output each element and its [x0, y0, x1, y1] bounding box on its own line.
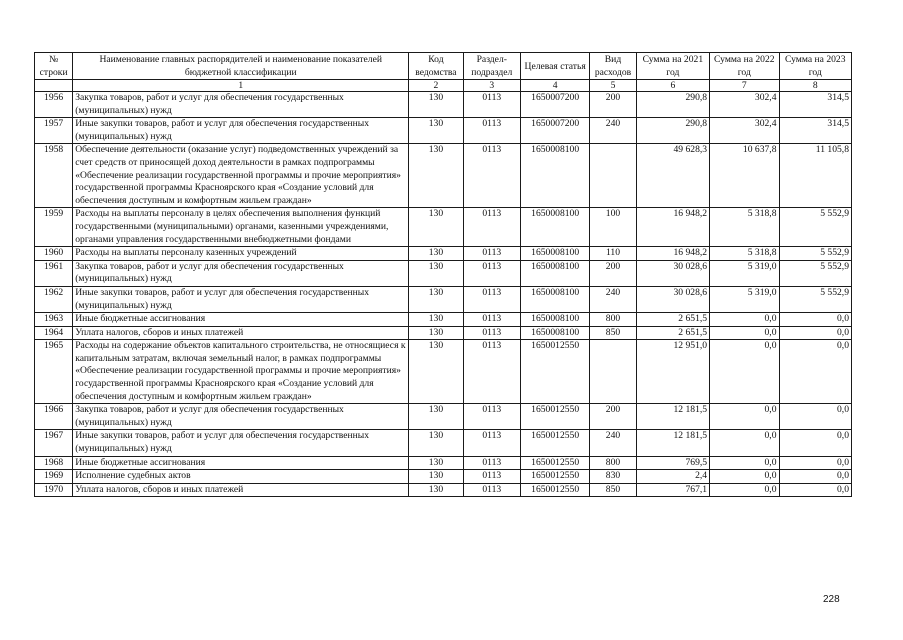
section-cell: 0113 [463, 326, 520, 340]
row-number-cell: 1959 [35, 208, 73, 247]
sum-2021-cell: 290,8 [636, 118, 709, 144]
section-cell: 0113 [463, 144, 520, 208]
department-code-cell: 130 [409, 326, 463, 340]
header-name: Наименование главных распорядителей и наименование показателей бюджетной классификации [73, 53, 409, 80]
section-cell: 0113 [463, 92, 520, 118]
budget-table [34, 52, 852, 497]
row-name-cell: Обеспечение деятельности (оказание услуг) подведомственных учреждений за счет средств от приносящей доход деятельности в рамках подпрограммы «Обеспечение реализации государственной программы и прочие мероприятия» государственной программы Красноярского края «Создание условий для обеспечения доступным и комфортным жильем граждан» [73, 144, 409, 208]
section-cell: 0113 [463, 483, 520, 497]
row-name-cell: Расходы на содержание объектов капитального строительства, не относящиеся к капитальным затратам, включая земельный налог, в рамках подпрограммы «Обеспечение реализации государственной программы и прочие мероприятия» государственной программы Красноярского края «Создание условий для обеспечения доступным и комфортным жильем граждан» [73, 340, 409, 404]
sum-2023-cell: 0,0 [779, 313, 852, 327]
sum-2023-cell: 0,0 [779, 340, 852, 404]
department-code-cell: 130 [409, 313, 463, 327]
header-target-article: Целевая статья [520, 53, 589, 80]
section-cell: 0113 [463, 247, 520, 261]
target-article-cell: 1650012550 [520, 404, 589, 430]
department-code-cell: 130 [409, 286, 463, 312]
row-number-cell: 1964 [35, 326, 73, 340]
section-cell: 0113 [463, 430, 520, 456]
sum-2022-cell: 5 318,8 [710, 208, 779, 247]
section-cell: 0113 [463, 260, 520, 286]
target-article-cell: 1650012550 [520, 430, 589, 456]
row-name-cell: Уплата налогов, сборов и иных платежей [73, 326, 409, 340]
sum-2021-cell: 49 628,3 [636, 144, 709, 208]
column-number [35, 80, 73, 92]
department-code-cell: 130 [409, 483, 463, 497]
expense-type-cell: 240 [590, 430, 636, 456]
row-number-cell: 1963 [35, 313, 73, 327]
row-number-cell: 1970 [35, 483, 73, 497]
sum-2022-cell: 0,0 [710, 456, 779, 470]
target-article-cell: 1650008100 [520, 260, 589, 286]
target-article-cell: 1650007200 [520, 92, 589, 118]
department-code-cell: 130 [409, 208, 463, 247]
table-row [35, 430, 852, 456]
table-header [35, 53, 852, 92]
table-row [35, 208, 852, 247]
column-number: 6 [636, 80, 709, 92]
row-number-cell: 1960 [35, 247, 73, 261]
column-number: 7 [710, 80, 779, 92]
header-section: Раздел-подраздел [463, 53, 520, 80]
column-number: 5 [590, 80, 636, 92]
target-article-cell: 1650012550 [520, 483, 589, 497]
department-code-cell: 130 [409, 144, 463, 208]
row-name-cell: Расходы на выплаты персоналу в целях обеспечения выполнения функций государственными (муниципальными) органами, казенными учреждениями, органами управления государственными внебюджетными фондами [73, 208, 409, 247]
sum-2022-cell: 0,0 [710, 483, 779, 497]
expense-type-cell: 200 [590, 404, 636, 430]
table-row [35, 483, 852, 497]
sum-2022-cell: 0,0 [710, 340, 779, 404]
target-article-cell: 1650008100 [520, 313, 589, 327]
sum-2022-cell: 10 637,8 [710, 144, 779, 208]
section-cell: 0113 [463, 404, 520, 430]
header-expense-type: Вид расходов [590, 53, 636, 80]
sum-2021-cell: 12 181,5 [636, 404, 709, 430]
target-article-cell: 1650012550 [520, 340, 589, 404]
header-row-number: № строки [35, 53, 73, 80]
expense-type-cell: 800 [590, 456, 636, 470]
row-name-cell: Закупка товаров, работ и услуг для обеспечения государственных (муниципальных) нужд [73, 260, 409, 286]
expense-type-cell: 110 [590, 247, 636, 261]
row-number-cell: 1965 [35, 340, 73, 404]
expense-type-cell: 850 [590, 483, 636, 497]
column-number-row [35, 80, 852, 92]
column-number: 4 [520, 80, 589, 92]
target-article-cell: 1650008100 [520, 286, 589, 312]
row-name-cell: Исполнение судебных актов [73, 470, 409, 484]
table-row [35, 470, 852, 484]
sum-2023-cell: 5 552,9 [779, 260, 852, 286]
row-name-cell: Иные бюджетные ассигнования [73, 313, 409, 327]
sum-2022-cell: 0,0 [710, 404, 779, 430]
section-cell: 0113 [463, 456, 520, 470]
target-article-cell: 1650012550 [520, 470, 589, 484]
row-name-cell: Иные закупки товаров, работ и услуг для обеспечения государственных (муниципальных) нужд [73, 430, 409, 456]
department-code-cell: 130 [409, 404, 463, 430]
page-number: 228 [823, 594, 840, 605]
expense-type-cell: 240 [590, 118, 636, 144]
target-article-cell: 1650008100 [520, 144, 589, 208]
target-article-cell: 1650008100 [520, 326, 589, 340]
row-name-cell: Закупка товаров, работ и услуг для обеспечения государственных (муниципальных) нужд [73, 92, 409, 118]
row-number-cell: 1968 [35, 456, 73, 470]
sum-2021-cell: 2 651,5 [636, 313, 709, 327]
expense-type-cell: 850 [590, 326, 636, 340]
expense-type-cell: 800 [590, 313, 636, 327]
table-row [35, 456, 852, 470]
department-code-cell: 130 [409, 340, 463, 404]
row-name-cell: Расходы на выплаты персоналу казенных учреждений [73, 247, 409, 261]
table-row [35, 92, 852, 118]
department-code-cell: 130 [409, 260, 463, 286]
row-name-cell: Закупка товаров, работ и услуг для обеспечения государственных (муниципальных) нужд [73, 404, 409, 430]
expense-type-cell: 830 [590, 470, 636, 484]
row-number-cell: 1961 [35, 260, 73, 286]
expense-type-cell [590, 144, 636, 208]
sum-2023-cell: 0,0 [779, 430, 852, 456]
sum-2023-cell: 5 552,9 [779, 208, 852, 247]
column-number: 2 [409, 80, 463, 92]
section-cell: 0113 [463, 286, 520, 312]
sum-2023-cell: 0,0 [779, 483, 852, 497]
column-number: 3 [463, 80, 520, 92]
sum-2021-cell: 290,8 [636, 92, 709, 118]
table-row [35, 326, 852, 340]
row-number-cell: 1966 [35, 404, 73, 430]
sum-2022-cell: 5 319,0 [710, 286, 779, 312]
table-row [35, 144, 852, 208]
row-number-cell: 1962 [35, 286, 73, 312]
sum-2023-cell: 314,5 [779, 118, 852, 144]
header-department-code: Код ведомства [409, 53, 463, 80]
table-row [35, 313, 852, 327]
department-code-cell: 130 [409, 456, 463, 470]
sum-2023-cell: 11 105,8 [779, 144, 852, 208]
row-name-cell: Уплата налогов, сборов и иных платежей [73, 483, 409, 497]
sum-2022-cell: 302,4 [710, 118, 779, 144]
row-number-cell: 1958 [35, 144, 73, 208]
sum-2021-cell: 12 951,0 [636, 340, 709, 404]
sum-2021-cell: 767,1 [636, 483, 709, 497]
table-row [35, 118, 852, 144]
column-number: 8 [779, 80, 852, 92]
row-number-cell: 1957 [35, 118, 73, 144]
expense-type-cell: 240 [590, 286, 636, 312]
department-code-cell: 130 [409, 470, 463, 484]
sum-2022-cell: 0,0 [710, 313, 779, 327]
sum-2023-cell: 0,0 [779, 470, 852, 484]
header-sum-2022: Сумма на 2022 год [710, 53, 779, 80]
table-row [35, 340, 852, 404]
sum-2023-cell: 314,5 [779, 92, 852, 118]
sum-2023-cell: 0,0 [779, 456, 852, 470]
sum-2022-cell: 0,0 [710, 470, 779, 484]
department-code-cell: 130 [409, 92, 463, 118]
section-cell: 0113 [463, 340, 520, 404]
sum-2022-cell: 302,4 [710, 92, 779, 118]
expense-type-cell: 200 [590, 92, 636, 118]
section-cell: 0113 [463, 313, 520, 327]
department-code-cell: 130 [409, 247, 463, 261]
row-name-cell: Иные закупки товаров, работ и услуг для обеспечения государственных (муниципальных) нужд [73, 286, 409, 312]
sum-2021-cell: 16 948,2 [636, 247, 709, 261]
sum-2022-cell: 0,0 [710, 326, 779, 340]
target-article-cell: 1650008100 [520, 208, 589, 247]
sum-2021-cell: 2,4 [636, 470, 709, 484]
table-row [35, 247, 852, 261]
row-number-cell: 1956 [35, 92, 73, 118]
table-row [35, 260, 852, 286]
table-row [35, 286, 852, 312]
column-number: 1 [73, 80, 409, 92]
row-name-cell: Иные закупки товаров, работ и услуг для обеспечения государственных (муниципальных) нужд [73, 118, 409, 144]
sum-2021-cell: 30 028,6 [636, 286, 709, 312]
table-row [35, 404, 852, 430]
row-number-cell: 1969 [35, 470, 73, 484]
header-sum-2023: Сумма на 2023 год [779, 53, 852, 80]
row-number-cell: 1967 [35, 430, 73, 456]
section-cell: 0113 [463, 470, 520, 484]
sum-2021-cell: 2 651,5 [636, 326, 709, 340]
sum-2022-cell: 5 318,8 [710, 247, 779, 261]
sum-2023-cell: 5 552,9 [779, 247, 852, 261]
department-code-cell: 130 [409, 430, 463, 456]
sum-2023-cell: 0,0 [779, 404, 852, 430]
section-cell: 0113 [463, 118, 520, 144]
target-article-cell: 1650012550 [520, 456, 589, 470]
sum-2021-cell: 12 181,5 [636, 430, 709, 456]
row-name-cell: Иные бюджетные ассигнования [73, 456, 409, 470]
expense-type-cell [590, 340, 636, 404]
sum-2023-cell: 5 552,9 [779, 286, 852, 312]
sum-2021-cell: 16 948,2 [636, 208, 709, 247]
expense-type-cell: 100 [590, 208, 636, 247]
sum-2023-cell: 0,0 [779, 326, 852, 340]
target-article-cell: 1650008100 [520, 247, 589, 261]
department-code-cell: 130 [409, 118, 463, 144]
sum-2022-cell: 0,0 [710, 430, 779, 456]
table-body [35, 92, 852, 497]
expense-type-cell: 200 [590, 260, 636, 286]
sum-2022-cell: 5 319,0 [710, 260, 779, 286]
sum-2021-cell: 30 028,6 [636, 260, 709, 286]
header-sum-2021: Сумма на 2021 год [636, 53, 709, 80]
target-article-cell: 1650007200 [520, 118, 589, 144]
section-cell: 0113 [463, 208, 520, 247]
sum-2021-cell: 769,5 [636, 456, 709, 470]
